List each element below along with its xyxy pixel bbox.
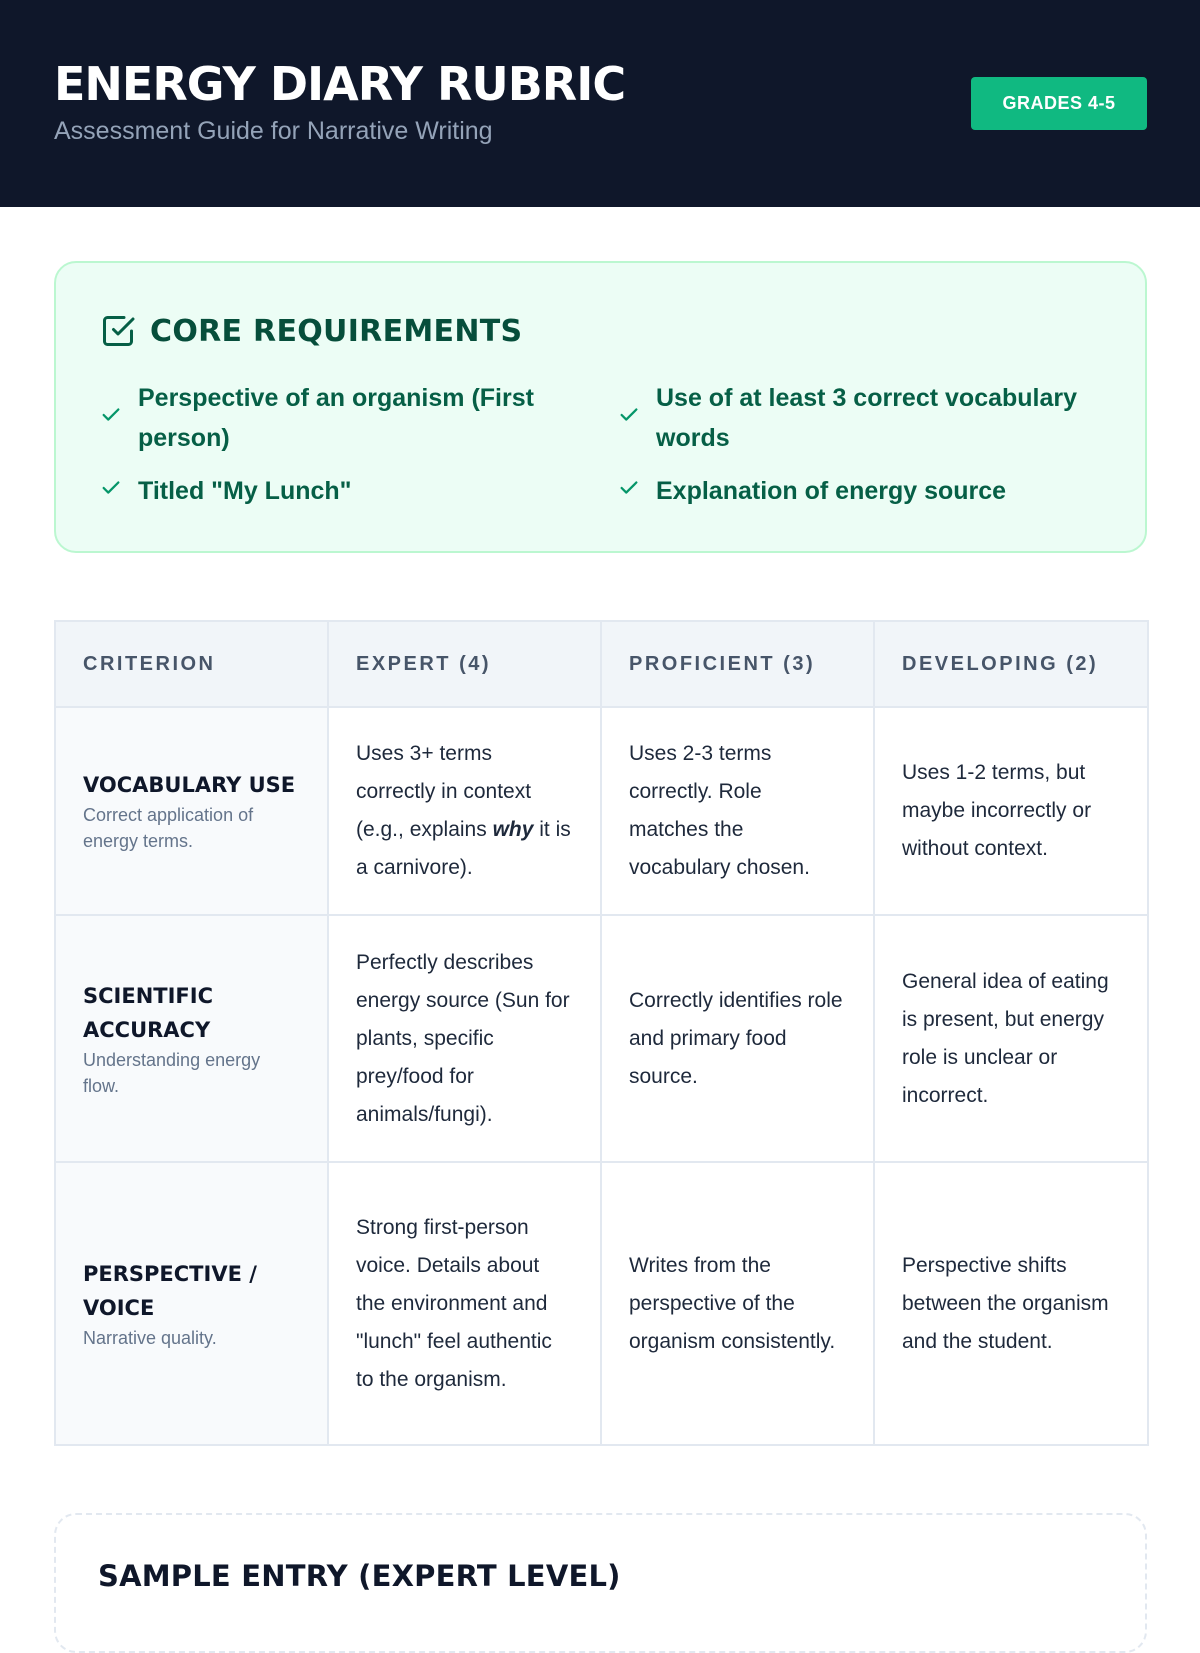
- emphasis-text: why: [492, 818, 534, 841]
- proficient-cell: Writes from the perspective of the organism consistently.: [601, 1162, 874, 1445]
- expert-text-end: it is a carnivore).: [356, 818, 571, 879]
- rubric-table: [54, 620, 1149, 1446]
- requirement-item: [100, 471, 570, 511]
- criterion-cell: [55, 915, 328, 1162]
- core-requirements-title: CORE REQUIREMENTS: [150, 313, 523, 349]
- column-header-proficient: PROFICIENT (3): [601, 621, 874, 707]
- core-requirements-panel: [54, 261, 1147, 553]
- core-requirements-heading: [100, 313, 522, 349]
- requirement-item: [100, 378, 570, 458]
- expert-cell: [328, 707, 601, 915]
- expert-cell: Strong first-person voice. Details about the environment and "lunch" feel authentic to the organism.: [328, 1162, 601, 1445]
- proficient-cell: Uses 2-3 terms correctly. Role matches the vocabulary chosen.: [601, 707, 874, 915]
- column-header-expert: EXPERT (4): [328, 621, 601, 707]
- table-header-row: [55, 621, 1148, 707]
- developing-cell: Uses 1-2 terms, but maybe incorrectly or without context.: [874, 707, 1148, 915]
- criterion-name: VOCABULARY USE: [83, 773, 296, 797]
- expert-text: Uses 3+ terms correctly in context (e.g., explains: [356, 742, 532, 841]
- page-header: [0, 0, 1200, 207]
- requirement-text: Explanation of energy source: [656, 477, 1007, 505]
- column-header-developing: DEVELOPING (2): [874, 621, 1148, 707]
- criterion-name: SCIENTIFIC ACCURACY: [83, 983, 213, 1042]
- criterion-description: Understanding energy flow.: [83, 1049, 261, 1096]
- column-header-criterion: CRITERION: [55, 621, 328, 707]
- requirement-text: Titled "My Lunch": [138, 477, 352, 505]
- expert-cell: Perfectly describes energy source (Sun for plants, specific prey/food for animals/fungi).: [328, 915, 601, 1162]
- sample-entry-panel: [54, 1513, 1147, 1653]
- criterion-description: Narrative quality.: [83, 1327, 217, 1348]
- requirement-text: Use of at least 3 correct vocabulary words: [656, 384, 1078, 452]
- criterion-cell: [55, 1162, 328, 1445]
- page-subtitle: Assessment Guide for Narrative Writing: [54, 117, 493, 145]
- proficient-cell: Correctly identifies role and primary food source.: [601, 915, 874, 1162]
- developing-cell: Perspective shifts between the organism and the student.: [874, 1162, 1148, 1445]
- criterion-cell: [55, 707, 328, 915]
- requirement-item: [618, 378, 1108, 458]
- table-row: [55, 707, 1148, 915]
- table-row: [55, 1162, 1148, 1445]
- page-title: ENERGY DIARY RUBRIC: [54, 57, 626, 111]
- check-icon: [100, 471, 122, 511]
- requirement-text: Perspective of an organism (First person): [138, 384, 534, 452]
- check-icon: [618, 471, 640, 511]
- checkbox-icon: [100, 313, 136, 349]
- criterion-name: PERSPECTIVE / VOICE: [83, 1261, 257, 1320]
- grade-badge: GRADES 4-5: [971, 77, 1147, 130]
- table-row: [55, 915, 1148, 1162]
- requirement-item: [618, 471, 1108, 511]
- developing-cell: General idea of eating is present, but energy role is unclear or incorrect.: [874, 915, 1148, 1162]
- sample-entry-title: SAMPLE ENTRY (EXPERT LEVEL): [98, 1559, 621, 1593]
- check-icon: [100, 398, 122, 438]
- criterion-description: Correct application of energy terms.: [83, 805, 254, 851]
- check-icon: [618, 398, 640, 438]
